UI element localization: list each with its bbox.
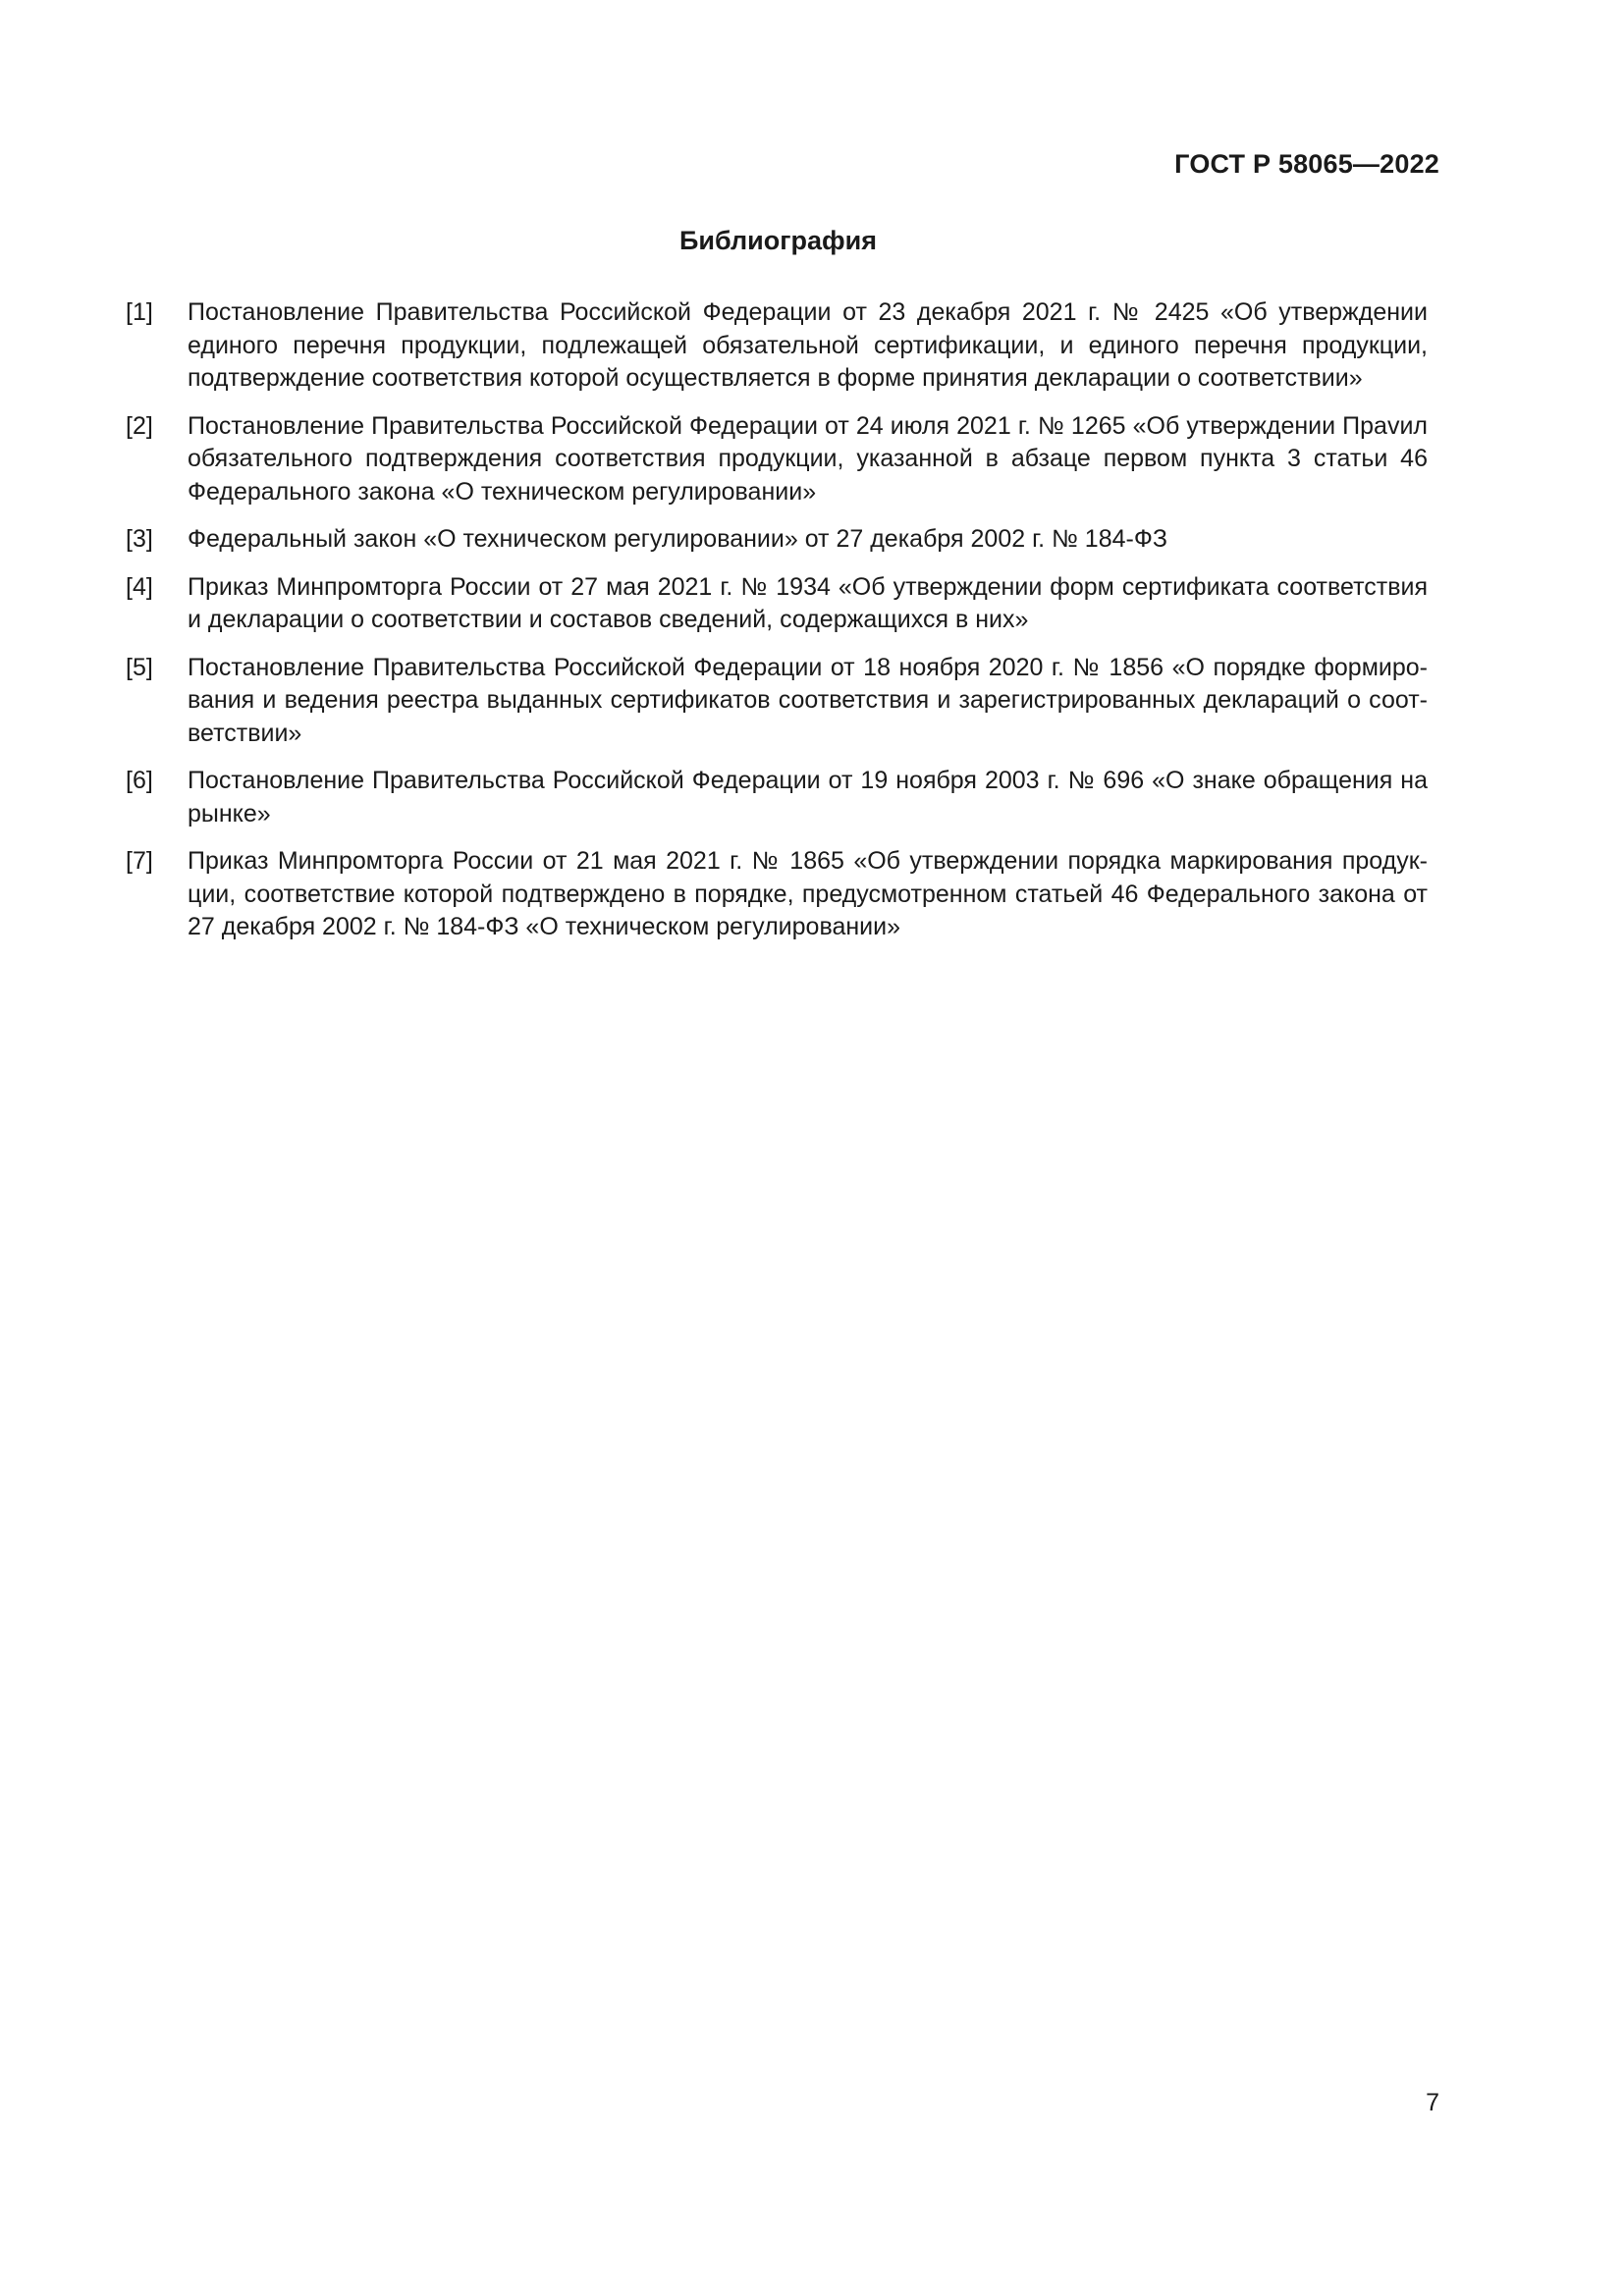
bibliography-entry — [126, 765, 1428, 830]
bibliography-entry-number: [5] — [126, 653, 153, 681]
bibliography-entry-text: Приказ Минпромторга России от 21 мая 2021 г. № 1865 «Об утверждении порядка маркирования продукции, соответствие которой подтверждено в порядке, предусмотренном статьей 46 Федерального закона от 27 декабря 2002 г. № 184-ФЗ «О техническом регулировании» — [188, 847, 1428, 940]
bibliography-entry-text: Приказ Минпромторга России от 27 мая 2021 г. № 1934 «Об утверждении форм сертификата соответствия и декларации о соответствии и составов сведений, содержащихся в них» — [188, 572, 1428, 633]
bibliography-entry — [126, 845, 1428, 944]
bibliography-entry-text: Постановление Правительства Российской Федерации от 23 декабря 2021 г. № 2425 «Об утверждении единого перечня продукции, подлежащей обязательной сертификации, и единого перечня продукции, подтверждение соответствия которой осуществляется в форме принятия декларации о соответствии» — [188, 298, 1428, 392]
bibliography-entry — [126, 296, 1428, 396]
bibliography-entry — [126, 652, 1428, 751]
bibliography-entry — [126, 571, 1428, 637]
bibliography-entry-number: [3] — [126, 525, 153, 553]
bibliography-entry — [126, 410, 1428, 509]
section-title: Библиография — [679, 226, 877, 255]
bibliography-entry-number: [1] — [126, 298, 153, 326]
bibliography-entry-text: Постановление Правительства Российской Федерации от 19 ноября 2003 г. № 696 «О знаке обращения на рынке» — [188, 767, 1428, 828]
page-number: 7 — [1426, 2089, 1439, 2116]
document-code: ГОСТ Р 58065—2022 — [1174, 149, 1439, 179]
bibliography-entry-text: Постановление Правительства Российской Федерации от 18 ноября 2020 г. № 1856 «О порядке формирования и ведения реестра выданных сертификатов соответствия и зарегистрированных деклараций о соответствии» — [188, 653, 1428, 747]
bibliography-entry-number: [4] — [126, 572, 153, 601]
bibliography-entry-number: [2] — [126, 411, 153, 440]
bibliography-entry-number: [7] — [126, 847, 153, 875]
bibliography-entry — [126, 523, 1428, 557]
bibliography-list — [126, 296, 1428, 959]
bibliography-entry-text: Постановление Правительства Российской Федерации от 24 июля 2021 г. № 1265 «Об утверждении Праvил обязательного подтверждения соответствия продукции, указанной в абзаце первом пункта 3 статьи 46 Федерального закона «О техническом регулировании» — [188, 411, 1428, 506]
bibliography-entry-text: Федеральный закон «О техническом регулировании» от 27 декабря 2002 г. № 184-ФЗ — [188, 525, 1167, 553]
bibliography-entry-number: [6] — [126, 767, 153, 794]
